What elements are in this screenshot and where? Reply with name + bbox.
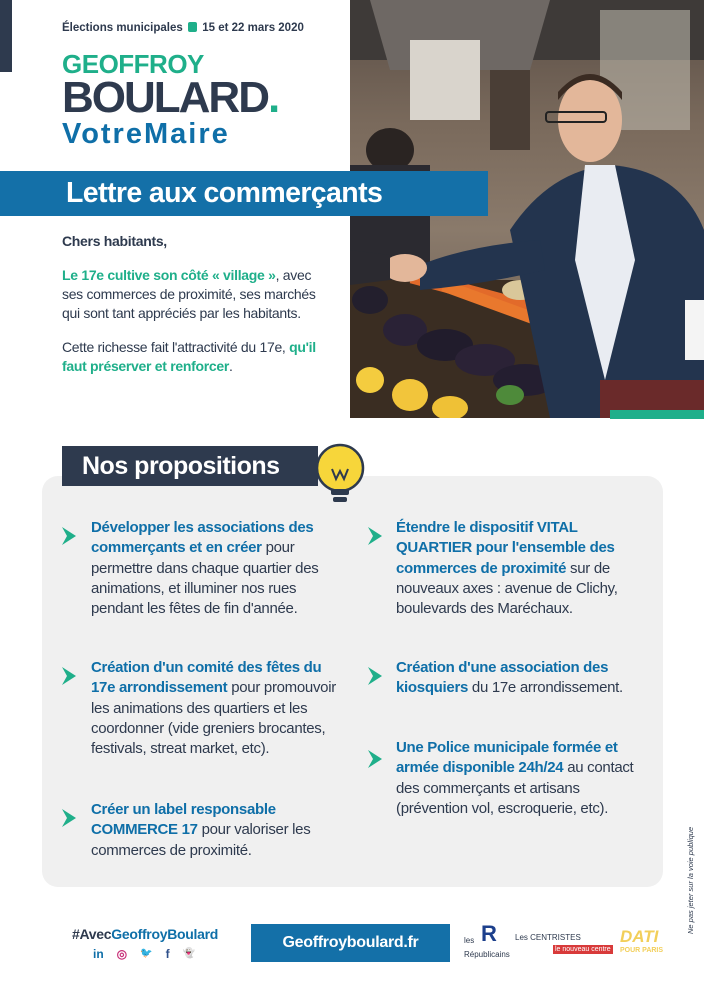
hashtag — [72, 926, 218, 942]
candidate-logo — [62, 50, 292, 150]
hashtag-name: GeoffroyBoulard — [111, 926, 218, 942]
proposal-text: sur de nouveaux axes : avenue de Clichy, boulevards des Maréchaux. — [396, 559, 618, 618]
intro-text — [62, 232, 332, 376]
snapchat-icon[interactable]: 👻 — [182, 948, 196, 959]
intro-rest-1: , avec ses commerces de proximité, ses marchés qui sont tant appréciés par les habitants. — [62, 267, 316, 321]
dati-subtitle: POUR PARIS — [620, 947, 664, 954]
social-links — [93, 946, 195, 962]
instagram-icon[interactable]: ◎ — [116, 947, 128, 961]
legal-notice — [686, 806, 698, 934]
intro-start-2: Cette richesse fait l'attractivité du 17e, — [62, 339, 290, 355]
vote-thumb-icon — [188, 22, 197, 32]
intro-highlight-2: qu'il faut préserver et renforcer — [62, 339, 316, 374]
les-republicains-logo — [462, 922, 517, 962]
intro-paragraph-2 — [62, 338, 332, 376]
proposal-item — [396, 738, 644, 819]
lr-line1: les — [464, 936, 475, 945]
greeting: Chers habitants, — [62, 233, 167, 249]
proposal-item — [91, 518, 341, 619]
election-label: Élections municipales — [62, 22, 183, 34]
centristes-logo: Les CENTRISTES — [515, 933, 581, 942]
proposal-text: pour valoriser les commerces de proximité. — [91, 821, 311, 859]
top-left-accent-bar — [0, 0, 12, 72]
arrow-icon — [62, 667, 76, 685]
intro-highlight-1: Le 17e cultive son côté « village » — [62, 267, 276, 283]
election-dates-text: 15 et 22 mars 2020 — [202, 22, 304, 34]
proposal-item — [396, 658, 646, 699]
proposal-item — [91, 658, 349, 759]
proposals-heading: Nos propositions — [82, 452, 280, 480]
page-title: Lettre aux commerçants — [66, 177, 383, 209]
proposal-bold: Créer un label responsable COMMERCE 17 — [91, 801, 276, 839]
photo-accent-strip — [610, 410, 704, 419]
proposal-bold: Développer les associations des commerçants et en créer — [91, 519, 314, 557]
intro-end-2: . — [228, 358, 233, 374]
proposal-text: pour promouvoir les animations des quartiers et les coordonner (vide greniers brocantes, festivals, streat market, etc). — [91, 679, 336, 758]
proposal-item — [91, 800, 331, 861]
logo-dot: . — [267, 73, 279, 122]
logo-last-name-text: BOULARD — [62, 73, 268, 122]
twitter-icon[interactable]: 🐦 — [140, 948, 153, 959]
hashtag-prefix: #Avec — [72, 926, 112, 942]
arrow-icon — [368, 527, 382, 545]
lightbulb-icon — [310, 441, 370, 507]
arrow-icon — [368, 750, 382, 768]
proposal-bold: Une Police municipale formée et armée disponible 24h/24 — [396, 739, 618, 777]
arrow-icon — [368, 667, 382, 685]
lr-mark: R — [481, 921, 497, 946]
proposal-text: au contact des commerçants et artisans (prévention vol, escroquerie, etc). — [396, 759, 634, 817]
website-link[interactable]: Geoffroyboulard.fr — [251, 924, 450, 962]
arrow-icon — [62, 527, 76, 545]
proposal-bold: Étendre le dispositif VITAL QUARTIER pour l'ensemble des commerces de proximité — [396, 519, 615, 577]
proposal-item — [396, 518, 646, 619]
intro-paragraph-1 — [62, 266, 332, 323]
logo-first-name: GEOFFROY — [62, 49, 204, 79]
facebook-icon[interactable]: f — [165, 947, 170, 961]
arrow-icon — [62, 809, 76, 827]
linkedin-icon[interactable]: in — [93, 947, 104, 961]
proposal-bold: Création d'une association des kiosquiers — [396, 659, 609, 697]
proposal-bold: Création d'un comité des fêtes du 17e arrondissement — [91, 659, 322, 697]
lr-line2: Républicains — [464, 950, 510, 959]
nouveau-centre-logo: le nouveau centre — [555, 946, 611, 953]
logo-tagline: VotreMaire — [62, 118, 230, 150]
legal-text: Ne pas jeter sur la voie publique — [686, 826, 695, 934]
proposal-text: pour permettre dans chaque quartier des animations, et illuminer nos rues pendant les fêtes de fin d'année. — [91, 539, 319, 618]
proposal-text: du 17e arrondissement. — [468, 679, 623, 697]
dati-logo: DATI — [620, 927, 659, 946]
election-dates — [62, 22, 304, 34]
logo-last-name — [62, 73, 292, 122]
